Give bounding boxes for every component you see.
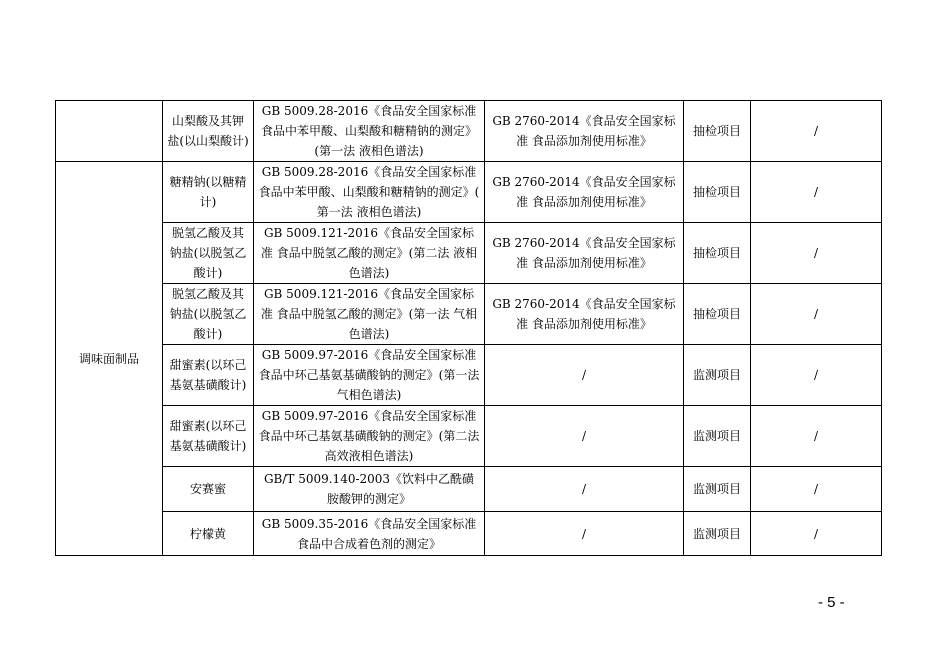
inspection-table bbox=[55, 100, 882, 556]
table-row bbox=[56, 284, 882, 345]
item-cell: 脱氢乙酸及其钠盐(以脱氢乙酸计) bbox=[163, 284, 254, 345]
table-row bbox=[56, 223, 882, 284]
item-cell: 脱氢乙酸及其钠盐(以脱氢乙酸计) bbox=[163, 223, 254, 284]
table-row bbox=[56, 101, 882, 162]
item-cell: 糖精钠(以糖精计) bbox=[163, 162, 254, 223]
table-row bbox=[56, 467, 882, 512]
method-cell: GB 5009.97-2016《食品安全国家标准 食品中环己基氨基磺酸钠的测定》(第二法 高效液相色谱法) bbox=[254, 406, 485, 467]
remark-cell: / bbox=[751, 162, 882, 223]
criterion-cell: GB 2760-2014《食品安全国家标准 食品添加剂使用标准》 bbox=[485, 101, 684, 162]
criterion-cell: / bbox=[485, 406, 684, 467]
type-cell: 抽检项目 bbox=[684, 162, 751, 223]
item-cell: 安赛蜜 bbox=[163, 467, 254, 512]
item-cell: 柠檬黄 bbox=[163, 512, 254, 556]
criterion-cell: GB 2760-2014《食品安全国家标准 食品添加剂使用标准》 bbox=[485, 223, 684, 284]
table-row bbox=[56, 345, 882, 406]
remark-cell: / bbox=[751, 284, 882, 345]
method-cell: GB 5009.121-2016《食品安全国家标准 食品中脱氢乙酸的测定》(第二法 液相色谱法) bbox=[254, 223, 485, 284]
method-cell: GB 5009.28-2016《食品安全国家标准 食品中苯甲酸、山梨酸和糖精钠的测定》(第一法 液相色谱法) bbox=[254, 101, 485, 162]
remark-cell: / bbox=[751, 101, 882, 162]
item-cell: 甜蜜素(以环己基氨基磺酸计) bbox=[163, 406, 254, 467]
page-number: - 5 - bbox=[818, 594, 845, 611]
method-cell: GB 5009.97-2016《食品安全国家标准 食品中环己基氨基磺酸钠的测定》(第一法 气相色谱法) bbox=[254, 345, 485, 406]
type-cell: 监测项目 bbox=[684, 345, 751, 406]
remark-cell: / bbox=[751, 512, 882, 556]
remark-cell: / bbox=[751, 406, 882, 467]
type-cell: 抽检项目 bbox=[684, 284, 751, 345]
criterion-cell: / bbox=[485, 467, 684, 512]
method-cell: GB 5009.28-2016《食品安全国家标准 食品中苯甲酸、山梨酸和糖精钠的测定》( 第一法 液相色谱法) bbox=[254, 162, 485, 223]
category-cell-empty bbox=[56, 101, 163, 162]
criterion-cell: GB 2760-2014《食品安全国家标准 食品添加剂使用标准》 bbox=[485, 284, 684, 345]
criterion-cell: / bbox=[485, 512, 684, 556]
type-cell: 监测项目 bbox=[684, 467, 751, 512]
type-cell: 监测项目 bbox=[684, 512, 751, 556]
table-row bbox=[56, 406, 882, 467]
type-cell: 监测项目 bbox=[684, 406, 751, 467]
type-cell: 抽检项目 bbox=[684, 223, 751, 284]
category-cell: 调味面制品 bbox=[56, 162, 163, 556]
criterion-cell: / bbox=[485, 345, 684, 406]
method-cell: GB 5009.121-2016《食品安全国家标准 食品中脱氢乙酸的测定》(第一法 气相色谱法) bbox=[254, 284, 485, 345]
method-cell: GB/T 5009.140-2003《饮料中乙酰磺胺酸钾的测定》 bbox=[254, 467, 485, 512]
item-cell: 山梨酸及其钾盐(以山梨酸计) bbox=[163, 101, 254, 162]
type-cell: 抽检项目 bbox=[684, 101, 751, 162]
remark-cell: / bbox=[751, 223, 882, 284]
remark-cell: / bbox=[751, 345, 882, 406]
remark-cell: / bbox=[751, 467, 882, 512]
criterion-cell: GB 2760-2014《食品安全国家标准 食品添加剂使用标准》 bbox=[485, 162, 684, 223]
table-row bbox=[56, 162, 882, 223]
table-row bbox=[56, 512, 882, 556]
method-cell: GB 5009.35-2016《食品安全国家标准 食品中合成着色剂的测定》 bbox=[254, 512, 485, 556]
item-cell: 甜蜜素(以环己基氨基磺酸计) bbox=[163, 345, 254, 406]
